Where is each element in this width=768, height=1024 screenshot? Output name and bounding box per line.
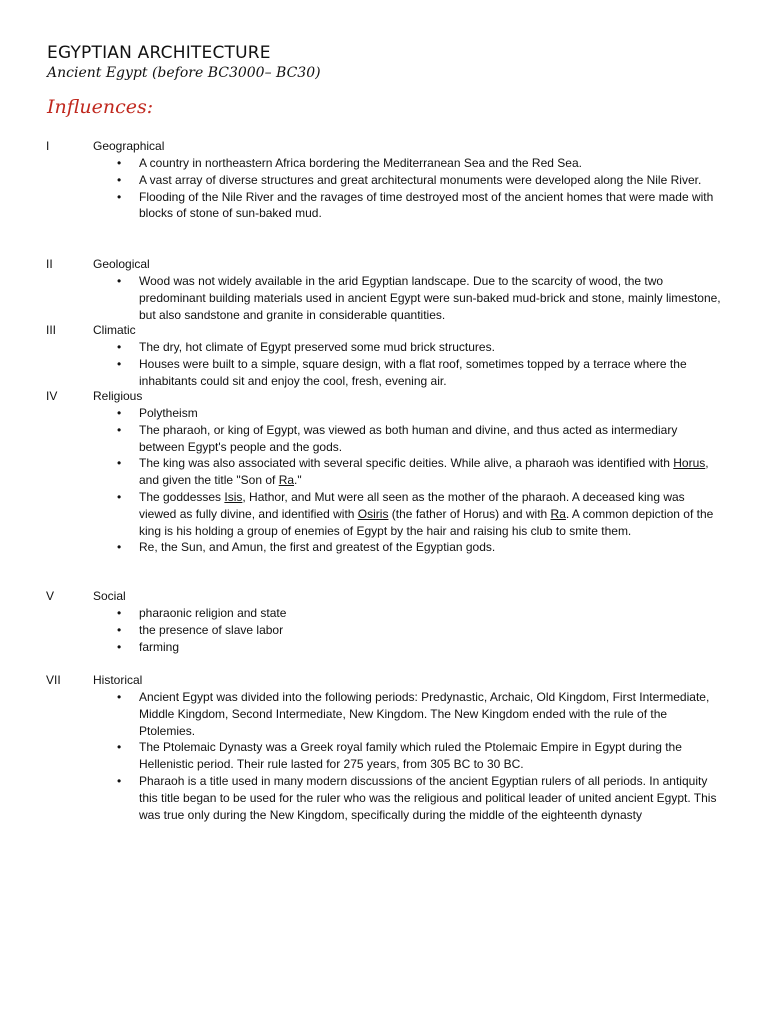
section-climatic xyxy=(0,322,768,389)
bullet-icon: • xyxy=(117,489,122,504)
list-item: • farming xyxy=(117,639,180,654)
section-header xyxy=(0,322,768,339)
bullet-icon: • xyxy=(117,406,122,420)
list-item: • The pharaoh, or king of Egypt, was viewed as both human and divine, and thus acted as intermediary between Egypt's people and the gods. xyxy=(117,422,678,454)
section-social xyxy=(0,588,768,655)
section-historical xyxy=(0,672,768,823)
list-item: • Flooding of the Nile River and the ravages of time destroyed most of the ancient homes that were made with blocks of stone of sun-baked mud. xyxy=(117,189,714,221)
section-title: Historical xyxy=(93,673,143,687)
section-geological xyxy=(0,256,768,323)
list-item: • Houses were built to a simple, square design, with a flat roof, sometimes topped by a terrace where the inhabitants could sit and enjoy the cool, fresh, evening air. xyxy=(117,356,687,388)
list-item: • A vast array of diverse structures and great architectural monuments were developed along the Nile River. xyxy=(117,172,702,187)
bullet-icon: • xyxy=(117,540,122,555)
ra-link[interactable]: Ra xyxy=(278,473,295,488)
section-numeral: VII xyxy=(46,673,61,687)
osiris-link[interactable]: Osiris xyxy=(357,506,389,521)
bullet-icon: • xyxy=(117,422,122,437)
section-numeral: III xyxy=(46,323,57,337)
bullet-icon: • xyxy=(117,690,122,704)
bullet-icon: • xyxy=(117,639,122,654)
horus-link[interactable]: Horus xyxy=(673,456,706,471)
section-header xyxy=(0,388,768,405)
bullet-icon: • xyxy=(117,356,122,371)
list-item: • Polytheism xyxy=(117,406,198,420)
list-item: • Re, the Sun, and Amun, the first and greatest of the Egyptian gods. xyxy=(117,540,496,555)
bullet-icon: • xyxy=(117,189,122,204)
section-numeral: V xyxy=(46,589,55,603)
ra-link[interactable]: Ra xyxy=(550,506,566,521)
bullet-icon: • xyxy=(117,274,122,288)
bullet-icon: • xyxy=(117,773,122,788)
bullet-icon: • xyxy=(117,172,122,187)
list-item: • Ancient Egypt was divided into the following periods: Predynastic, Archaic, Old Kingdom, First Intermediate, Middle Kingdom, Second Intermediate, New Kingdom. The New Kingdom ended with the rule of the Ptolemies. xyxy=(117,690,710,738)
bullet-icon: • xyxy=(117,622,122,637)
document-title: EGYPTIAN ARCHITECTURE xyxy=(47,43,271,63)
document-subtitle: Ancient Egypt (before BC3000– BC30) xyxy=(47,65,321,81)
influences-heading: Influences: xyxy=(47,96,154,118)
list-item: • the presence of slave labor xyxy=(117,622,284,637)
list-item: • Pharaoh is a title used in many modern discussions of the ancient Egyptian rulers of all periods. In antiquity this title began to be used for the ruler who was the religious and political leader of united ancient Egypt. This was true only during the New Kingdom, specifically during the middle of the eighteenth dynasty xyxy=(117,773,717,822)
section-numeral: IV xyxy=(46,389,58,403)
section-numeral: I xyxy=(46,139,50,153)
list-item: • A country in northeastern Africa bordering the Mediterranean Sea and the Red Sea. xyxy=(117,156,582,170)
bullet-icon: • xyxy=(117,606,122,620)
section-religious xyxy=(0,388,768,556)
bullet-icon: • xyxy=(117,740,122,755)
bullet-icon: • xyxy=(117,456,122,471)
list-item: • The king was also associated with several specific deities. While alive, a pharaoh was identified with Horus, and given the title "Son of Ra." xyxy=(117,456,709,488)
section-geographical xyxy=(0,138,768,222)
isis-link[interactable]: Isis xyxy=(224,489,243,504)
section-header xyxy=(0,138,768,155)
list-item: • The goddesses Isis, Hathor, and Mut were all seen as the mother of the pharaoh. A deceased king was viewed as fully divine, and identified with Osiris (the father of Horus) and with Ra. A common depiction of the king is his holding a group of enemies of Egypt by the hair and raising his club to smite them. xyxy=(117,489,714,538)
list-item: • Wood was not widely available in the arid Egyptian landscape. Due to the scarcity of wood, the two predominant building materials used in ancient Egypt were sun-baked mud-brick and stone, mainly limestone, but also sandstone and granite in considerable quantities. xyxy=(117,274,721,322)
section-header xyxy=(0,672,768,689)
section-header xyxy=(0,588,768,605)
bullet-icon: • xyxy=(117,340,122,354)
list-item: • The Ptolemaic Dynasty was a Greek royal family which ruled the Ptolemaic Empire in Egypt during the Hellenistic period. Their rule lasted for 275 years, from 305 BC to 30 BC. xyxy=(117,740,682,772)
section-title: Geographical xyxy=(93,139,165,153)
section-title: Religious xyxy=(93,389,143,403)
section-header xyxy=(0,256,768,273)
section-numeral: II xyxy=(46,257,53,271)
bullet-icon: • xyxy=(117,156,122,170)
list-item: • The dry, hot climate of Egypt preserved some mud brick structures. xyxy=(117,340,495,354)
list-item: • pharaonic religion and state xyxy=(117,606,287,620)
section-title: Geological xyxy=(93,257,150,271)
section-title: Climatic xyxy=(93,323,136,337)
section-title: Social xyxy=(93,589,126,603)
